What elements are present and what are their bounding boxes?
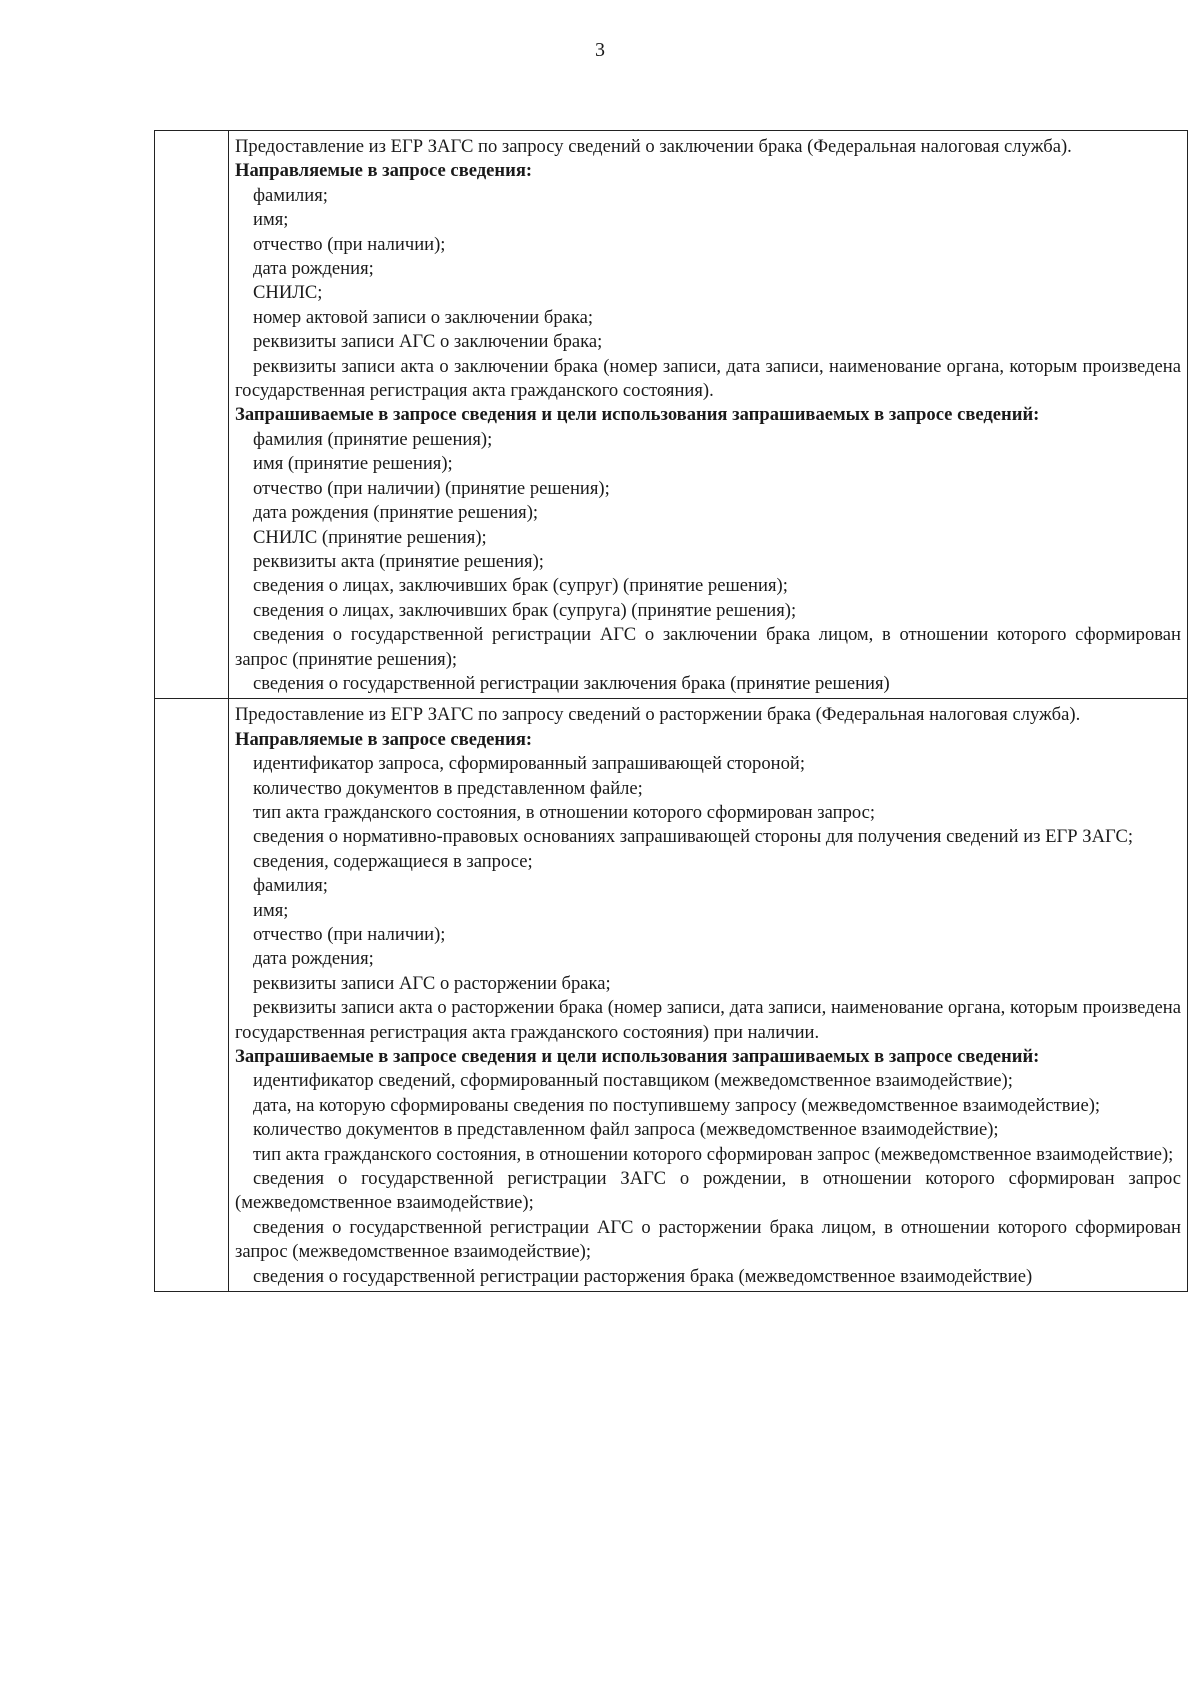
content-cell [229, 699, 1187, 1291]
sent-item: фамилия; [253, 875, 328, 897]
requested-item: СНИЛС (принятие решения); [253, 526, 487, 548]
requested-item: сведения о государственной регистрации АГС о расторжении брака лицом, в отношении которого сформирован запрос (межведомственное взаимодействие); [235, 1216, 1181, 1263]
sent-heading: Направляемые в запросе сведения: [235, 160, 533, 182]
document-table [154, 130, 1188, 1292]
sent-item: идентификатор запроса, сформированный запрашивающей стороной; [253, 753, 806, 775]
number-cell [155, 131, 229, 698]
requested-item: сведения о государственной регистрации заключения брака (принятие решения) [253, 672, 890, 694]
content-cell [229, 131, 1187, 698]
sent-item: реквизиты записи акта о расторжении брака (номер записи, дата записи, наименование органа, которым произведена государственная регистрация акта гражданского состояния) при наличии. [235, 997, 1181, 1043]
row-title: Предоставление из ЕГР ЗАГС по запросу сведений о расторжении брака (Федеральная налоговая служба). [235, 704, 1081, 726]
requested-item: имя (принятие решения); [253, 453, 453, 475]
requested-item: фамилия (принятие решения); [253, 428, 493, 450]
requested-item: количество документов в представленном файл запроса (межведомственное взаимодействие); [253, 1119, 999, 1141]
sent-item: СНИЛС; [253, 282, 323, 304]
table-row-marriage [155, 131, 1187, 698]
sent-item: количество документов в представленном файле; [253, 777, 643, 799]
requested-item: дата рождения (принятие решения); [253, 502, 539, 524]
sent-item: тип акта гражданского состояния, в отношении которого сформирован запрос; [253, 801, 876, 823]
sent-item: имя; [253, 209, 289, 231]
row-title: Предоставление из ЕГР ЗАГС по запросу сведений о заключении брака (Федеральная налоговая служба). [235, 136, 1072, 157]
sent-item: сведения о нормативно-правовых основаниях запрашивающей стороны для получения сведений из ЕГР ЗАГС; [253, 826, 1134, 848]
table-row-divorce [155, 698, 1187, 1291]
number-cell [155, 699, 229, 1291]
requested-item: отчество (при наличии) (принятие решения); [253, 477, 610, 499]
requested-item: сведения о государственной регистрации расторжения брака (межведомственное взаимодействие) [253, 1265, 1033, 1287]
page-number: 3 [595, 39, 605, 61]
sent-item: реквизиты записи акта о заключении брака (номер записи, дата записи, наименование органа, которым произведена государственная регистрация акта гражданского состояния). [235, 355, 1181, 402]
requested-item: идентификатор сведений, сформированный поставщиком (межведомственное взаимодействие); [253, 1070, 1013, 1092]
requested-item: реквизиты акта (принятие решения); [253, 550, 544, 572]
sent-item: дата рождения; [253, 258, 374, 280]
requested-item: тип акта гражданского состояния, в отношении которого сформирован запрос (межведомственное взаимодействие); [253, 1143, 1174, 1165]
sent-heading: Направляемые в запросе сведения: [235, 728, 533, 750]
requested-item: сведения о государственной регистрации АГС о заключении брака лицом, в отношении которого сформирован запрос (принятие решения); [235, 624, 1181, 670]
requested-heading: Запрашиваемые в запросе сведения и цели использования запрашиваемых в запросе сведений: [235, 1046, 1040, 1068]
sent-item: реквизиты записи АГС о заключении брака; [253, 331, 603, 353]
sent-item: номер актовой записи о заключении брака; [253, 306, 594, 328]
requested-item: сведения о лицах, заключивших брак (супруга) (принятие решения); [253, 599, 797, 621]
requested-item: сведения о лицах, заключивших брак (супруг) (принятие решения); [253, 575, 788, 597]
sent-item: отчество (при наличии); [253, 233, 446, 255]
sent-item: имя; [253, 899, 289, 921]
sent-item: дата рождения; [253, 948, 374, 970]
requested-item: дата, на которую сформированы сведения по поступившему запросу (межведомственное взаимодействие); [253, 1094, 1101, 1116]
requested-heading: Запрашиваемые в запросе сведения и цели использования запрашиваемых в запросе сведений: [235, 404, 1040, 426]
sent-item: отчество (при наличии); [253, 924, 446, 945]
sent-item: сведения, содержащиеся в запросе; [253, 850, 533, 872]
sent-item: реквизиты записи АГС о расторжении брака; [253, 972, 611, 994]
sent-item: фамилия; [253, 184, 328, 206]
requested-item: сведения о государственной регистрации ЗАГС о рождении, в отношении которого сформирован запрос (межведомственное взаимодействие); [235, 1168, 1181, 1214]
